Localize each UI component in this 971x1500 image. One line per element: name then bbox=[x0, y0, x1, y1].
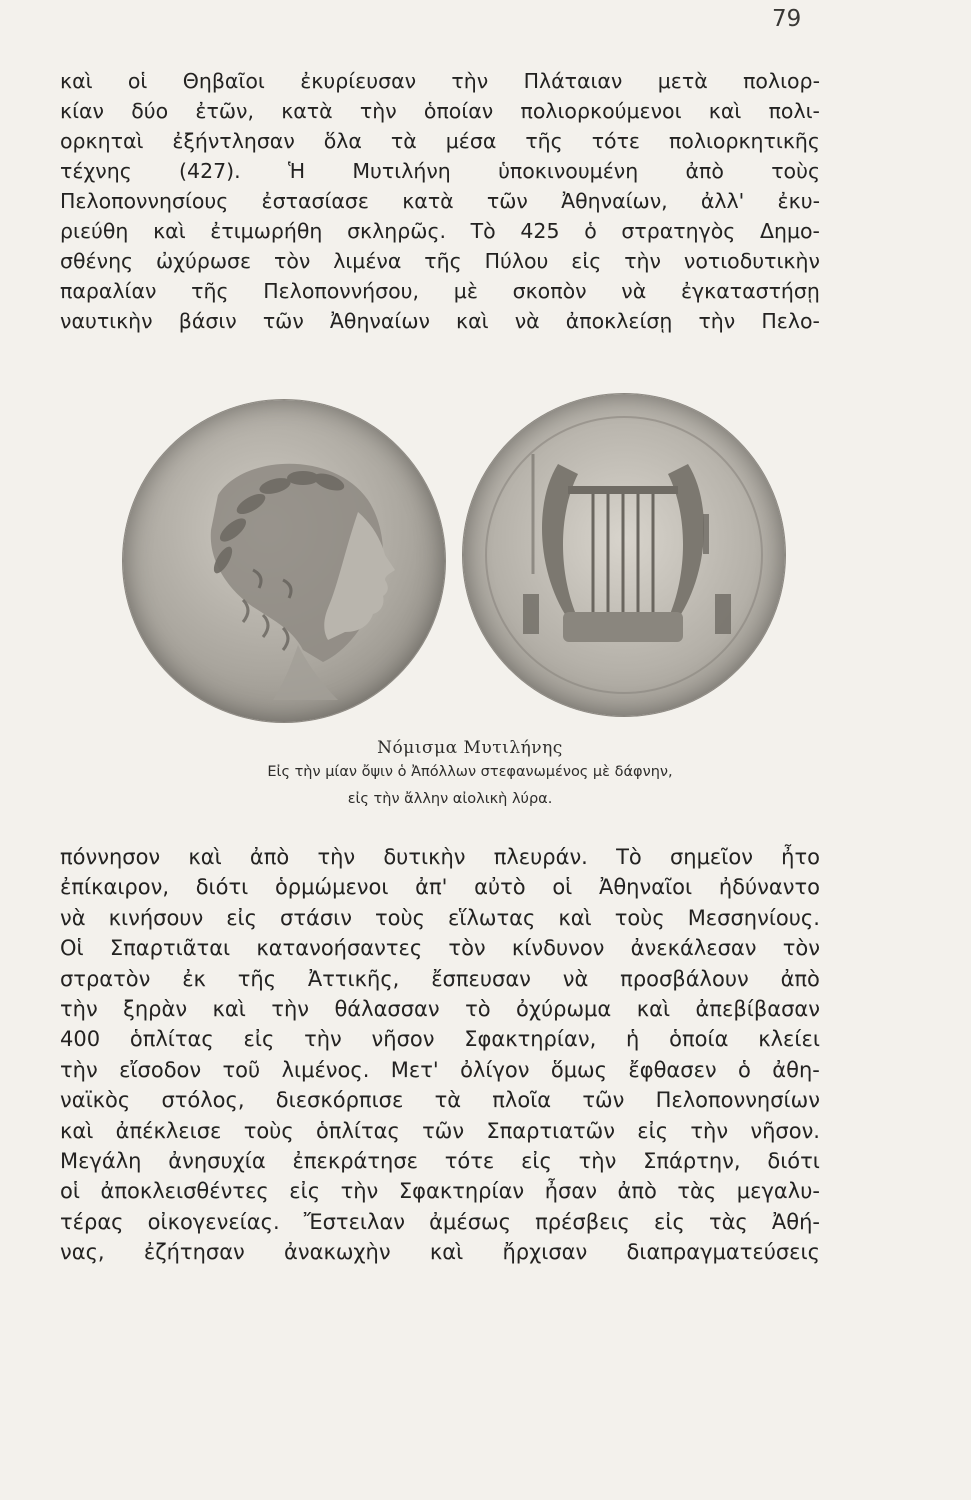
text-line: 400 ὁπλίτας εἰς τὴν νῆσον Σφακτηρίαν, ἡ ὁποία κλείει bbox=[60, 1027, 820, 1052]
text-line: Μεγάλη ἀνησυχία ἐπεκράτησε τότε εἰς τὴν Σπάρτην, διότι bbox=[60, 1149, 820, 1174]
text-line: ορκηταὶ ἐξήντλησαν ὅλα τὰ μέσα τῆς τότε πολιορκητικῆς bbox=[60, 129, 820, 153]
lyre-drawing bbox=[463, 394, 785, 716]
figure-caption-title: Νόμισμα Μυτιλήνης bbox=[377, 738, 563, 758]
text-line: νὰ κινήσουν εἰς στάσιν τοὺς εἵλωτας καὶ τοὺς Μεσσηνίους. bbox=[60, 905, 820, 930]
coin-obverse-image bbox=[123, 400, 445, 722]
text-line: τὴν εἴσοδον τοῦ λιμένος. Μετ' ὀλίγον ὅμως ἔφθασεν ὁ ἀθη- bbox=[60, 1057, 820, 1082]
page-number: 79 bbox=[772, 6, 802, 32]
text-line: Οἱ Σπαρτιᾶται κατανοήσαντες τὸν κίνδυνον ἀνεκάλεσαν τὸν bbox=[60, 936, 820, 961]
text-line: ριεύθη καὶ ἐτιμωρήθη σκληρῶς. Τὸ 425 ὁ στρατηγὸς Δημο- bbox=[60, 219, 820, 243]
text-line: ναυτικὴν βάσιν τῶν Ἀθηναίων καὶ νὰ ἀποκλείσῃ τὴν Πελο- bbox=[60, 309, 820, 333]
text-line: καὶ οἱ Θηβαῖοι ἐκυρίευσαν τὴν Πλάταιαν μετὰ πολιορ- bbox=[60, 69, 820, 93]
text-line: νας, ἐζήτησαν ἀνακωχὴν καὶ ἤρχισαν διαπραγματεύσεις bbox=[60, 1240, 820, 1265]
text-line: τέχνης (427). Ἡ Μυτιλήνη ὑποκινουμένη ἀπὸ τοὺς bbox=[60, 159, 820, 183]
text-line: ἐπίκαιρον, διότι ὁρμώμενοι ἀπ' αὐτὸ οἱ Ἀθηναῖοι ἠδύναντο bbox=[60, 875, 820, 900]
text-line: στρατὸν ἐκ τῆς Ἀττικῆς, ἔσπευσαν νὰ προσβάλουν ἀπὸ bbox=[60, 966, 820, 991]
text-line: ναϊκὸς στόλος, διεσκόρπισε τὰ πλοῖα τῶν Πελοποννησίων bbox=[60, 1088, 820, 1113]
text-line: πόννησον καὶ ἀπὸ τὴν δυτικὴν πλευράν. Τὸ σημεῖον ἦτο bbox=[60, 845, 820, 869]
text-line: καὶ ἀπέκλεισε τοὺς ὁπλίτας τῶν Σπαρτιατῶν εἰς τὴν νῆσον. bbox=[60, 1118, 820, 1143]
figure-caption-line: εἰς τὴν ἄλλην αἰολικὴ λύρα. bbox=[347, 791, 553, 807]
coin-reverse-image bbox=[463, 394, 785, 716]
text-line: κίαν δύο ἐτῶν, κατὰ τὴν ὁποίαν πολιορκούμενοι καὶ πολι- bbox=[60, 99, 820, 123]
text-line: τέρας οἰκογενείας. Ἔστειλαν ἀμέσως πρέσβεις εἰς τὰς Ἀθή- bbox=[60, 1209, 820, 1234]
text-block-bottom bbox=[60, 842, 820, 1268]
text-line: οἱ ἀποκλεισθέντες εἰς τὴν Σφακτηρίαν ἦσαν ἀπὸ τὰς μεγαλυ- bbox=[60, 1179, 820, 1204]
coin-figure bbox=[100, 392, 820, 727]
apollo-head-drawing bbox=[123, 400, 445, 722]
text-line: τὴν ξηρὰν καὶ τὴν θάλασσαν τὸ ὀχύρωμα καὶ ἀπεβίβασαν bbox=[60, 997, 820, 1022]
text-line: παραλίαν τῆς Πελοποννήσου, μὲ σκοπὸν νὰ ἐγκαταστήσῃ bbox=[60, 279, 820, 303]
text-line: σθένης ὠχύρωσε τὸν λιμένα τῆς Πύλου εἰς τὴν νοτιοδυτικὴν bbox=[60, 249, 820, 273]
figure-caption-line: Εἰς τὴν μίαν ὄψιν ὁ Ἀπόλλων στεφανωμένος μὲ δάφνην, bbox=[267, 764, 673, 780]
text-line: Πελοποννησίους ἐστασίασε κατὰ τῶν Ἀθηναίων, ἀλλ' ἐκυ- bbox=[60, 189, 820, 213]
text-block-top bbox=[60, 66, 820, 336]
